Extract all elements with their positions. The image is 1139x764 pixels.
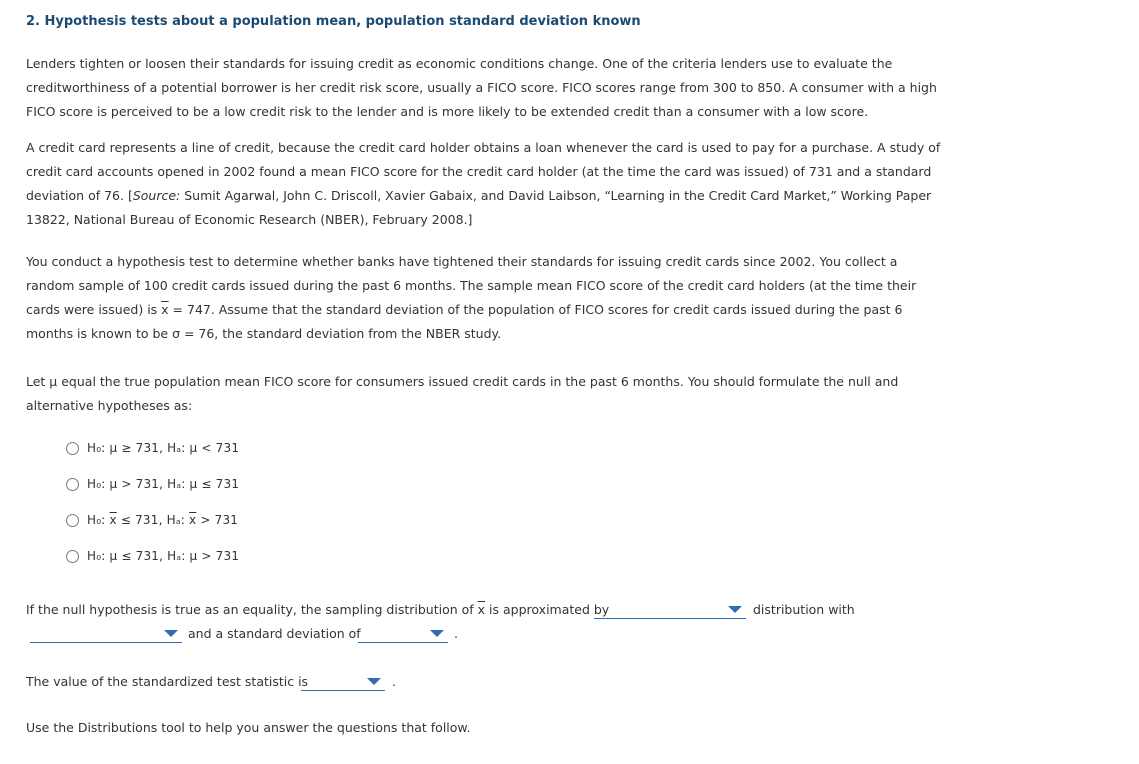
xbar-symbol: $\overline{x}$ xyxy=(161,302,169,317)
study-paragraph xyxy=(26,136,941,232)
mean-dropdown[interactable] xyxy=(30,624,182,643)
alternative-hypothesis: Hₐ: μ ≤ 731 xyxy=(167,477,240,491)
hypothesis-test-paragraph xyxy=(26,250,941,346)
intro-paragraph: Lenders tighten or loosen their standards for issuing credit as economic conditions change. One of the criteria lenders use to evaluate the creditworthiness of a potential borrower is her credit risk score, usually a FICO score. FICO scores range from 300 to 850. A consumer with a high FICO score is perceived to be a low credit risk to the lender and is more likely to be extended credit than a consumer with a low score. xyxy=(26,56,937,119)
chevron-down-icon xyxy=(728,606,742,613)
radio-button[interactable] xyxy=(66,514,79,527)
radio-button[interactable] xyxy=(66,550,79,563)
test-statistic-label: The value of the standardized test statistic is xyxy=(26,674,309,689)
sample-text: You conduct a hypothesis test to determine whether banks have tightened their standards for issuing credit cards since 2002. You collect a random sample of 100 credit cards issued during the past 6 months. The sample mean FICO score of the credit card holders (at the time their cards were issued) is xyxy=(26,254,917,317)
alternative-hypothesis: Hₐ: μ < 731 xyxy=(167,441,240,455)
chevron-down-icon xyxy=(430,630,444,637)
hypothesis-option-3[interactable] xyxy=(66,512,266,528)
null-hypothesis xyxy=(87,513,163,527)
null-hypothesis: H₀: μ ≤ 731, xyxy=(87,549,164,563)
standard-deviation-dropdown[interactable] xyxy=(358,624,448,643)
chevron-down-icon xyxy=(367,678,381,685)
xbar-symbol: $\overline{x}$ xyxy=(189,513,197,527)
sampling-text-start: If the null hypothesis is true as an equality, the sampling distribution of xyxy=(26,602,478,617)
source-text: Sumit Agarwal, John C. Driscoll, Xavier Gabaix, and David Laibson, “Learning in the Credit Card Market,” Working Paper 13822, National Bureau of Economic Research (NBER), February 2008.] xyxy=(26,188,932,227)
alt-suffix: > 731 xyxy=(196,513,239,527)
chevron-down-icon xyxy=(164,630,178,637)
radio-button[interactable] xyxy=(66,478,79,491)
sampling-text xyxy=(26,602,609,617)
xbar-symbol: $\overline{x}$ xyxy=(109,513,117,527)
study-text: A credit card represents a line of credit, because the credit card holder obtains a loan whenever the card is used to pay for a purchase. A study of credit card accounts opened in 2002 found a mean FICO score for the credit card holder (at the time the card was issued) of 731 and a standard deviation of 76. [ xyxy=(26,140,941,203)
distributions-tool-note: Use the Distributions tool to help you answer the questions that follow. xyxy=(26,720,471,735)
standard-deviation-text: and a standard deviation of xyxy=(188,626,361,641)
alternative-hypothesis: Hₐ: μ > 731 xyxy=(167,549,240,563)
option-label xyxy=(87,441,239,455)
test-statistic-line xyxy=(26,672,426,692)
option-label xyxy=(87,477,239,491)
option-label xyxy=(87,549,239,563)
xbar-symbol: $\overline{x}$ xyxy=(477,602,486,617)
source-label: Source: xyxy=(132,188,181,203)
null-prefix: H₀: xyxy=(87,513,110,527)
hypothesis-option-4[interactable] xyxy=(66,548,266,564)
option-label xyxy=(87,513,238,527)
mean-sd-line xyxy=(26,624,526,644)
null-suffix: ≤ 731, xyxy=(116,513,163,527)
problem-title: 2. Hypothesis tests about a population mean, population standard deviation known xyxy=(26,14,641,29)
sampling-text-end: is approximated by xyxy=(485,602,610,617)
alt-prefix: Hₐ: xyxy=(166,513,190,527)
test-statistic-dropdown[interactable] xyxy=(301,672,385,691)
radio-button[interactable] xyxy=(66,442,79,455)
distribution-dropdown[interactable] xyxy=(594,600,746,619)
null-hypothesis: H₀: μ ≥ 731, xyxy=(87,441,164,455)
null-hypothesis: H₀: μ > 731, xyxy=(87,477,164,491)
hypothesis-option-2[interactable] xyxy=(66,476,266,492)
period-text: . xyxy=(454,626,458,641)
sigma-text: = 747. Assume that the standard deviation of the population of FICO scores for credit cards issued during the past 6 months is known to be σ = 76, the standard deviation from the NBER study. xyxy=(26,302,903,341)
period-text: . xyxy=(392,674,396,689)
hypothesis-option-1[interactable] xyxy=(66,440,266,456)
alternative-hypothesis xyxy=(167,513,239,527)
distribution-with-text: distribution with xyxy=(753,602,855,617)
formulate-hypotheses-paragraph: Let μ equal the true population mean FICO score for consumers issued credit cards in the past 6 months. You should formulate the null and alternative hypotheses as: xyxy=(26,374,899,413)
sampling-distribution-line xyxy=(26,600,926,620)
